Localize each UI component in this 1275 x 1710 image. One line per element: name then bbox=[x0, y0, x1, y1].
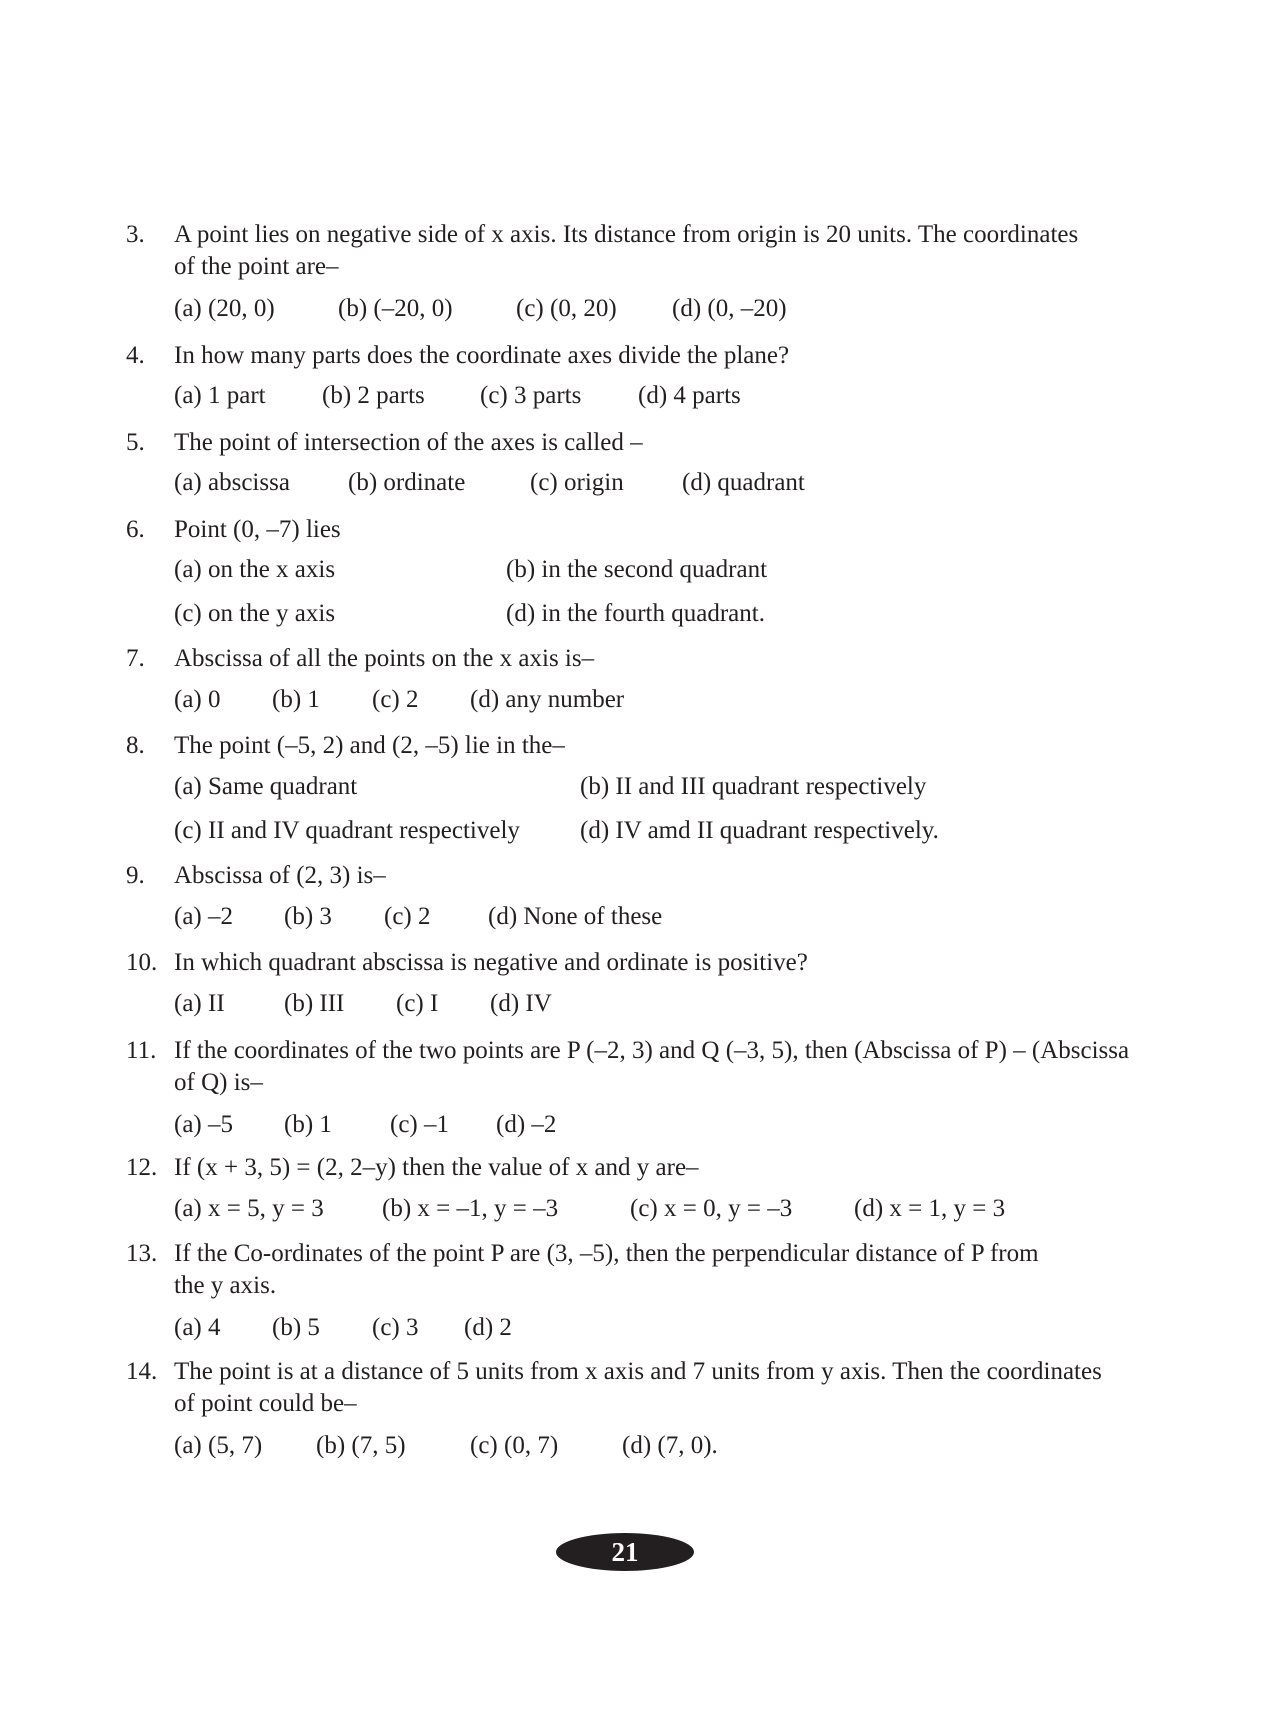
question-number: 10. bbox=[126, 949, 158, 976]
option-d: (d) quadrant bbox=[682, 469, 805, 496]
option-a: (a) –2 bbox=[174, 903, 233, 930]
option-b: (b) 3 bbox=[284, 903, 332, 930]
option-d: (d) 2 bbox=[464, 1314, 512, 1341]
option-b: (b) 2 parts bbox=[322, 382, 425, 409]
option-d: (d) in the fourth quadrant. bbox=[506, 600, 765, 627]
option-b: (b) (7, 5) bbox=[316, 1432, 406, 1459]
option-b: (b) 5 bbox=[272, 1314, 320, 1341]
question-number: 7. bbox=[126, 645, 145, 672]
option-d: (d) (0, –20) bbox=[672, 295, 787, 322]
option-c: (c) 3 parts bbox=[480, 382, 582, 409]
option-c: (c) x = 0, y = –3 bbox=[630, 1195, 793, 1222]
question-text-line-2: of the point are– bbox=[174, 253, 339, 280]
option-d: (d) 4 parts bbox=[638, 382, 741, 409]
option-c: (c) (0, 20) bbox=[516, 295, 617, 322]
question-text-line-1: Abscissa of all the points on the x axis is– bbox=[174, 645, 595, 672]
question-text-line-1: A point lies on negative side of x axis. Its distance from origin is 20 units. The coordinates bbox=[174, 221, 1079, 248]
question-number: 11. bbox=[126, 1037, 157, 1064]
question-text-line-1: Abscissa of (2, 3) is– bbox=[174, 862, 386, 889]
option-c: (c) 2 bbox=[372, 686, 419, 713]
option-a: (a) 1 part bbox=[174, 382, 266, 409]
question-text-line-1: The point of intersection of the axes is called – bbox=[174, 429, 643, 456]
option-b: (b) (–20, 0) bbox=[338, 295, 453, 322]
question-number: 5. bbox=[126, 429, 145, 456]
question-text-line-2: of point could be– bbox=[174, 1390, 357, 1417]
option-d: (d) None of these bbox=[488, 903, 663, 930]
option-a: (a) (20, 0) bbox=[174, 295, 275, 322]
option-a: (a) (5, 7) bbox=[174, 1432, 263, 1459]
option-d: (d) IV amd II quadrant respectively. bbox=[580, 817, 939, 844]
option-d: (d) –2 bbox=[496, 1111, 557, 1138]
question-number: 4. bbox=[126, 342, 145, 369]
option-b: (b) III bbox=[284, 990, 345, 1017]
question-text-line-1: If (x + 3, 5) = (2, 2–y) then the value of x and y are– bbox=[174, 1154, 699, 1181]
option-c: (c) origin bbox=[530, 469, 624, 496]
option-b: (b) 1 bbox=[272, 686, 320, 713]
option-a: (a) abscissa bbox=[174, 469, 290, 496]
question-number: 6. bbox=[126, 516, 145, 543]
option-c: (c) –1 bbox=[390, 1111, 449, 1138]
question-number: 8. bbox=[126, 732, 145, 759]
question-text-line-2: of Q) is– bbox=[174, 1069, 263, 1096]
option-c: (c) 2 bbox=[384, 903, 431, 930]
question-number: 3. bbox=[126, 221, 145, 248]
option-a: (a) II bbox=[174, 990, 225, 1017]
option-c: (c) II and IV quadrant respectively bbox=[174, 817, 520, 844]
option-d: (d) x = 1, y = 3 bbox=[854, 1195, 1006, 1222]
option-c: (c) on the y axis bbox=[174, 600, 336, 627]
option-a: (a) Same quadrant bbox=[174, 773, 358, 800]
question-text-line-1: Point (0, –7) lies bbox=[174, 516, 341, 543]
option-c: (c) (0, 7) bbox=[470, 1432, 559, 1459]
option-a: (a) 4 bbox=[174, 1314, 221, 1341]
question-text-line-1: If the Co-ordinates of the point P are (3, –5), then the perpendicular distance of P from bbox=[174, 1240, 1039, 1267]
option-a: (a) 0 bbox=[174, 686, 221, 713]
question-number: 14. bbox=[126, 1358, 158, 1385]
question-number: 13. bbox=[126, 1240, 158, 1267]
option-c: (c) 3 bbox=[372, 1314, 419, 1341]
option-a: (a) on the x axis bbox=[174, 556, 336, 583]
option-d: (d) (7, 0). bbox=[622, 1432, 718, 1459]
option-c: (c) I bbox=[396, 990, 439, 1017]
option-b: (b) II and III quadrant respectively bbox=[580, 773, 927, 800]
question-number: 12. bbox=[126, 1154, 158, 1181]
question-text-line-1: The point (–5, 2) and (2, –5) lie in the– bbox=[174, 732, 565, 759]
option-b: (b) ordinate bbox=[348, 469, 466, 496]
option-b: (b) in the second quadrant bbox=[506, 556, 768, 583]
question-number: 9. bbox=[126, 862, 145, 889]
option-b: (b) x = –1, y = –3 bbox=[382, 1195, 559, 1222]
question-text-line-2: the y axis. bbox=[174, 1272, 277, 1299]
option-b: (b) 1 bbox=[284, 1111, 332, 1138]
page-number: 21 bbox=[556, 1533, 694, 1571]
option-d: (d) IV bbox=[490, 990, 552, 1017]
question-text-line-1: In which quadrant abscissa is negative and ordinate is positive? bbox=[174, 949, 808, 976]
question-text-line-1: The point is at a distance of 5 units from x axis and 7 units from y axis. Then the coordinates bbox=[174, 1358, 1102, 1385]
option-a: (a) x = 5, y = 3 bbox=[174, 1195, 324, 1222]
option-d: (d) any number bbox=[470, 686, 625, 713]
question-text-line-1: If the coordinates of the two points are P (–2, 3) and Q (–3, 5), then (Abscissa of P) – (Abscissa bbox=[174, 1037, 1130, 1064]
option-a: (a) –5 bbox=[174, 1111, 233, 1138]
question-text-line-1: In how many parts does the coordinate axes divide the plane? bbox=[174, 342, 790, 369]
